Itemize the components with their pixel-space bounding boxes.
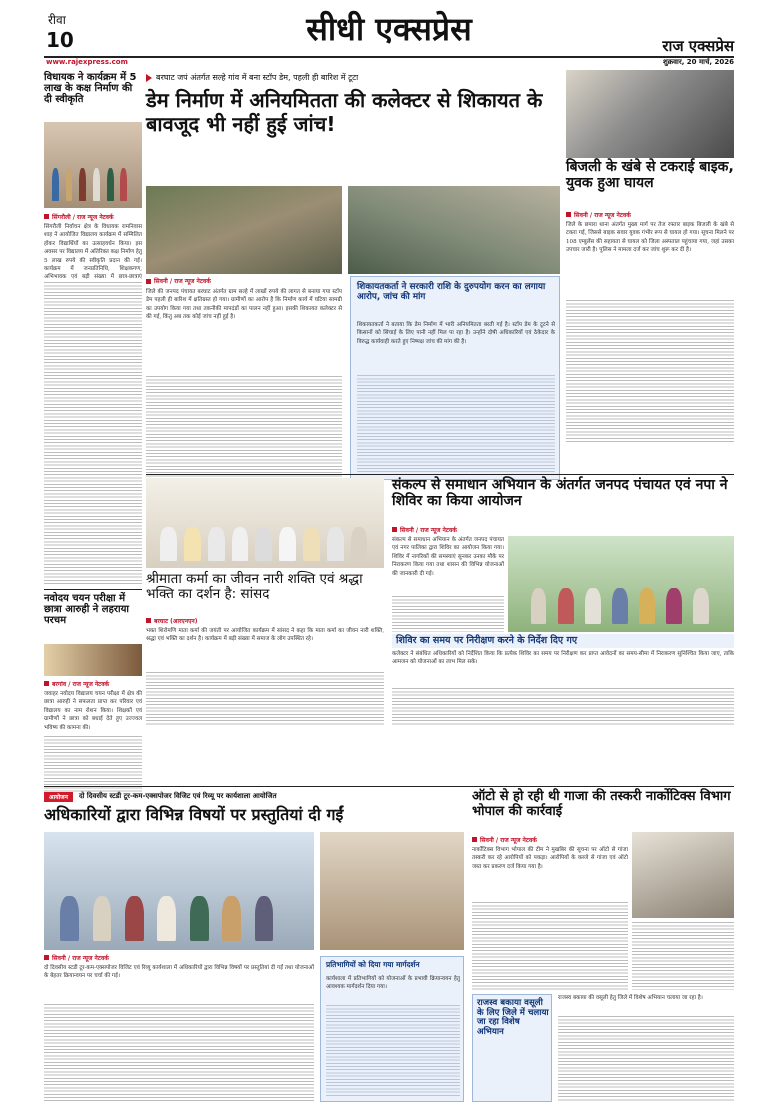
lead-headline[interactable]: डेम निर्माण में अनियमितता की कलेक्टर से शिकायत के बावजूद भी नहीं हुई जांच! [146, 88, 543, 136]
masthead-rule [44, 56, 734, 58]
left-body-filler [44, 280, 142, 585]
issue-date: शुक्रवार, 20 मार्च, 2026 [662, 58, 734, 66]
right-body: जिले के छपारा थाना अंतर्गत मुख्य मार्ग पर तेज रफ्तार बाइक बिजली के खंबे से टकरा गई, जिससे बाइक सवार युवक गंभीर रूप से घायल हो गया। सूचना मिलने पर 108 एम्बुलेंस की सहायता से घायल को जिला अस्पताल पहुंचाया गया, जहां उसका उपचार जारी है। पुलिस ने मामला दर्ज कर जांच शुरू कर दी है। [566, 222, 736, 254]
bottom-left-headline[interactable]: अधिकारियों द्वारा विभिन्न विषयों पर प्रस्तुतियां दी गईं [44, 805, 344, 824]
bottom-left-kicker: दो दिवसीय स्टडी टूर-कम-एक्सपोजर विजिट एवं रिव्यू पर कार्यशाला आयोजित [78, 791, 277, 800]
mid-photo [508, 536, 734, 632]
event-headline[interactable]: श्रीमाता कर्मा का जीवन नारी शक्ति एवं श्रद्धा भक्ति का दर्शन है: सांसद [146, 571, 363, 603]
left-body-2: जवाहर नवोदय विद्यालय चयन परीक्षा में क्षेत्र की छात्रा आरुही ने सफलता प्राप्त कर परिवार एवं विद्यालय का नाम रोशन किया। शिक्षकों एवं ग्रामीणों ने छात्रा को बधाई देते हुए उज्ज्वल भविष्य की कामना की। [44, 691, 144, 731]
mid-sub-body: कलेक्टर ने संबंधित अधिकारियों को निर्देशित किया कि प्रत्येक शिविर का समय पर निरीक्षण कर प्राप्त आवेदनों का समय-सीमा में निराकरण सुनिश्चित किया जाए, ताकि आमजन को योजनाओं का लाभ मिल सके। [392, 651, 736, 666]
section-tag: आयोजन [44, 792, 73, 802]
page-number: 10 [46, 28, 74, 52]
bottom-right-story [472, 790, 734, 1105]
masthead-title: सीधी एक्सप्रेस [306, 10, 472, 48]
right-photo-bike [566, 70, 734, 158]
lead-body-filler [146, 374, 342, 480]
bottom-left-photo [44, 832, 314, 950]
bottom-right-box-title[interactable]: राजस्व बकाया वसूली के लिए जिले में चलाया जा रहा विशेष अभियान [477, 998, 549, 1037]
mid-byline: सिवनी / राज न्यूज नेटवर्क [392, 525, 512, 534]
lead-body: जिले की जनपद पंचायत बरघाट अंतर्गत ग्राम सल्हे में लाखों रुपये की लागत से बनाया गया स्टॉप डेम पहली ही बारिश में क्षतिग्रस्त हो गया। ग्रामीणों का आरोप है कि निर्माण कार्य में घटिया सामग्री का उपयोग किया गया तथा तकनीकी मापदंडों का पालन नहीं हुआ। इसकी शिकायत कलेक्टर से की गई, किंतु अब तक कोई जांच नहीं हुई है। [146, 289, 344, 321]
bottom-left-photo-2 [320, 832, 464, 950]
masthead [0, 0, 778, 68]
lead-box-title[interactable]: शिकायतकर्ता ने सरकारी राशि के दुरुपयोग करन का लगाया आरोप, जांच की मांग [357, 282, 546, 302]
left-headline[interactable]: विधायक ने कार्यक्रम में 5 लाख के कक्ष निर्माण की दी स्वीकृति [44, 72, 137, 106]
bottom-left-box-body: कार्यशाला में प्रतिभागियों को योजनाओं के प्रभावी क्रियान्वयन हेतु आवश्यक मार्गदर्शन दिया गया। [326, 976, 462, 991]
bottom-left-box [320, 956, 464, 1102]
bottom-right-photo [632, 832, 734, 918]
right-story [566, 70, 734, 450]
lead-photo-dam-2 [348, 186, 560, 274]
lead-byline: सिवनी / राज न्यूज नेटवर्क [146, 276, 286, 286]
bottom-right-box [472, 994, 552, 1102]
page-label: रीवा [48, 13, 66, 27]
event-byline: बरघाट (आरएनएन) [146, 616, 256, 625]
event-photo [146, 478, 384, 568]
lead-kicker: बरघाट जपं अंतर्गत सल्हे गांव में बना स्टॉप डेम, पहली ही बारिश में टूटा [146, 72, 560, 84]
left-photo [44, 122, 142, 208]
bottom-left-body: दो दिवसीय स्टडी टूर-कम-एक्सपोजर विजिट एवं रिव्यू कार्यशाला में अधिकारियों द्वारा विभिन्न विषयों पर प्रस्तुतियां दी गईं तथा योजनाओं के बेहतर क्रियान्वयन पर चर्चा की गई। [44, 965, 316, 980]
mid-body: संकल्प से समाधान अभियान के अंतर्गत जनपद पंचायत एवं नगर पालिका द्वारा शिविर का आयोजन किया गया। शिविर में नागरिकों की समस्याएं सुनकर उनका मौके पर निराकरण किया गया तथा शासन की विभिन्न योजनाओं की जानकारी दी गई। [392, 537, 506, 577]
left-byline: सिंगरौली / राज न्यूज नेटवर्क [44, 212, 142, 221]
website-link[interactable]: www.rajexpress.com [46, 58, 128, 66]
bottom-left-story [44, 790, 464, 1105]
left-photo-2 [44, 644, 142, 676]
bottom-left-kicker-row [44, 790, 464, 803]
bottom-right-body: नार्कोटिक्स विभाग भोपाल की टीम ने मुखबिर की सूचना पर ऑटो से गांजा तस्करी कर रहे आरोपियों को पकड़ा। आरोपियों के कब्जे से गांजा एवं ऑटो जब्त कर प्रकरण दर्ज किया गया है। [472, 847, 630, 870]
left-byline-2: बरगांव / राज न्यूज नेटवर्क [44, 679, 142, 688]
lead-box [350, 276, 560, 480]
lead-photo-dam [146, 186, 342, 274]
lead-box-body: शिकायतकर्ता ने बताया कि डेम निर्माण में भारी अनियमितता बरती गई है। स्टॉप डेम के टूटने से किसानों को सिंचाई के लिए पानी नहीं मिल पा रहा है। उन्होंने दोषी अधिकारियों एवं ठेकेदार के विरुद्ध कार्यवाही करते हुए निष्पक्ष जांच की मांग की है। [357, 322, 557, 345]
event-body: भक्त शिरोमणि माता कर्मा की जयंती पर आयोजित कार्यक्रम में सांसद ने कहा कि माता कर्मा का जीवन नारी शक्ति, श्रद्धा एवं भक्ति का दर्शन है। कार्यक्रम में बड़ी संख्या में समाज के लोग उपस्थित रहे। [146, 628, 386, 643]
left-headline-2[interactable]: नवोदय चयन परीक्षा में छात्रा आरुही ने लहराया परचम [44, 593, 129, 627]
left-body: सिंगरौली निर्वाचन क्षेत्र के विधायक रामनिवास शाह ने आयोजित विद्यालय कार्यक्रम में सम्मिलित होकर विद्यार्थियों का उत्साहवर्धन किया। इस अवसर पर विद्यालय में अतिरिक्त कक्ष निर्माण हेतु 5 लाख रुपये की स्वीकृति प्रदान की गई। कार्यक्रम में जनप्रतिनिधि, शिक्षकगण, अभिभावक एवं बड़ी संख्या में छात्र-छात्राएं [44, 224, 142, 281]
bottom-right-headline[interactable]: ऑटो से हो रही थी गाजा की तस्करी नार्कोटिक्स विभाग भोपाल की कार्रवाई [472, 789, 731, 819]
bottom-left-byline: सिवनी / राज न्यूज नेटवर्क [44, 953, 184, 962]
bottom-left-box-title[interactable]: प्रतिभागियों को दिया गया मार्गदर्शन [326, 960, 420, 969]
bottom-right-byline: सिवनी / राज न्यूज नेटवर्क [472, 835, 622, 844]
brand-name: राज एक्सप्रेस [662, 37, 734, 55]
bottom-right-box-body: राजस्व बकाया की वसूली हेतु जिले में विशेष अभियान चलाया जा रहा है। [558, 995, 703, 1001]
mid-headline[interactable]: संकल्प से समाधान अभियान के अंतर्गत जनपद पंचायत एवं नपा ने शिविर का किया आयोजन [392, 477, 728, 509]
right-byline: सिवनी / राज न्यूज नेटवर्क [566, 210, 734, 219]
mid-sub-headline[interactable]: शिविर का समय पर निरीक्षण करने के निर्देश दिए गए [392, 634, 734, 648]
right-headline[interactable]: बिजली के खंबे से टकराई बाइक, युवक हुआ घायल [566, 159, 734, 191]
